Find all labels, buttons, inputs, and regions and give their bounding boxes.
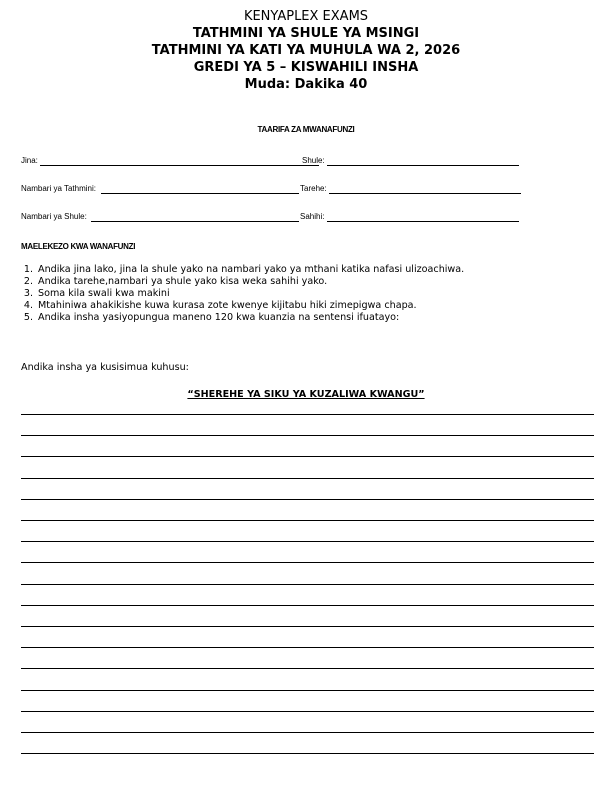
date-label: Tarehe: [300, 184, 327, 193]
school-field[interactable] [327, 165, 519, 166]
school-number-label: Nambari ya Shule: [21, 212, 87, 221]
writing-line[interactable] [21, 414, 594, 415]
instruction-item: 1. Andika jina lako, jina la shule yako na nambari yako ya mthani katika nafasi ulizoachiwa. [23, 264, 465, 275]
school-number-field[interactable] [91, 221, 299, 222]
writing-line[interactable] [21, 605, 594, 606]
name-label: Jina: [21, 156, 38, 165]
student-info-heading: TAARIFA ZA MWANAFUNZI [257, 125, 355, 134]
instructions-list [21, 264, 464, 324]
exam-organization: KENYAPLEX EXAMS [243, 9, 369, 24]
instruction-item: 4. Mtahiniwa ahakikishe kuwa kurasa zote kwenye kijitabu hiki zimepigwa chapa. [23, 300, 417, 311]
writing-line[interactable] [21, 478, 594, 479]
writing-line[interactable] [21, 520, 594, 521]
instruction-item: 3. Soma kila swali kwa makini [23, 288, 170, 299]
exam-grade-subject: GREDI YA 5 – KISWAHILI INSHA [193, 60, 419, 75]
writing-line[interactable] [21, 711, 594, 712]
instruction-item: 2. Andika tarehe,nambari ya shule yako kisa weka sahihi yako. [23, 276, 328, 287]
writing-line[interactable] [21, 584, 594, 585]
writing-line[interactable] [21, 456, 594, 457]
writing-line[interactable] [21, 753, 594, 754]
writing-line[interactable] [21, 626, 594, 627]
exam-term: TATHMINI YA KATI YA MUHULA WA 2, 2026 [151, 43, 461, 58]
assessment-number-field[interactable] [101, 193, 299, 194]
writing-line[interactable] [21, 668, 594, 669]
exam-header [0, 8, 612, 93]
instruction-item: 5. Andika insha yasiyopungua maneno 120 kwa kuanzia na sentensi ifuatayo: [23, 312, 400, 323]
writing-line[interactable] [21, 435, 594, 436]
exam-duration: Muda: Dakika 40 [244, 77, 368, 92]
writing-line[interactable] [21, 690, 594, 691]
essay-prompt: Andika insha ya kusisimua kuhusu: [21, 362, 189, 373]
essay-title: “SHEREHE YA SIKU YA KUZALIWA KWANGU” [187, 389, 425, 400]
writing-line[interactable] [21, 647, 594, 648]
writing-line[interactable] [21, 499, 594, 500]
date-field[interactable] [329, 193, 521, 194]
exam-title: TATHMINI YA SHULE YA MSINGI [192, 26, 420, 41]
signature-label: Sahihi: [300, 212, 325, 221]
instructions-heading: MAELEKEZO KWA WANAFUNZI [21, 242, 136, 251]
school-label: Shule: [302, 156, 325, 165]
name-field[interactable] [40, 165, 319, 166]
writing-line[interactable] [21, 541, 594, 542]
assessment-number-label: Nambari ya Tathmini: [21, 184, 96, 193]
signature-field[interactable] [327, 221, 519, 222]
writing-line[interactable] [21, 732, 594, 733]
writing-line[interactable] [21, 562, 594, 563]
